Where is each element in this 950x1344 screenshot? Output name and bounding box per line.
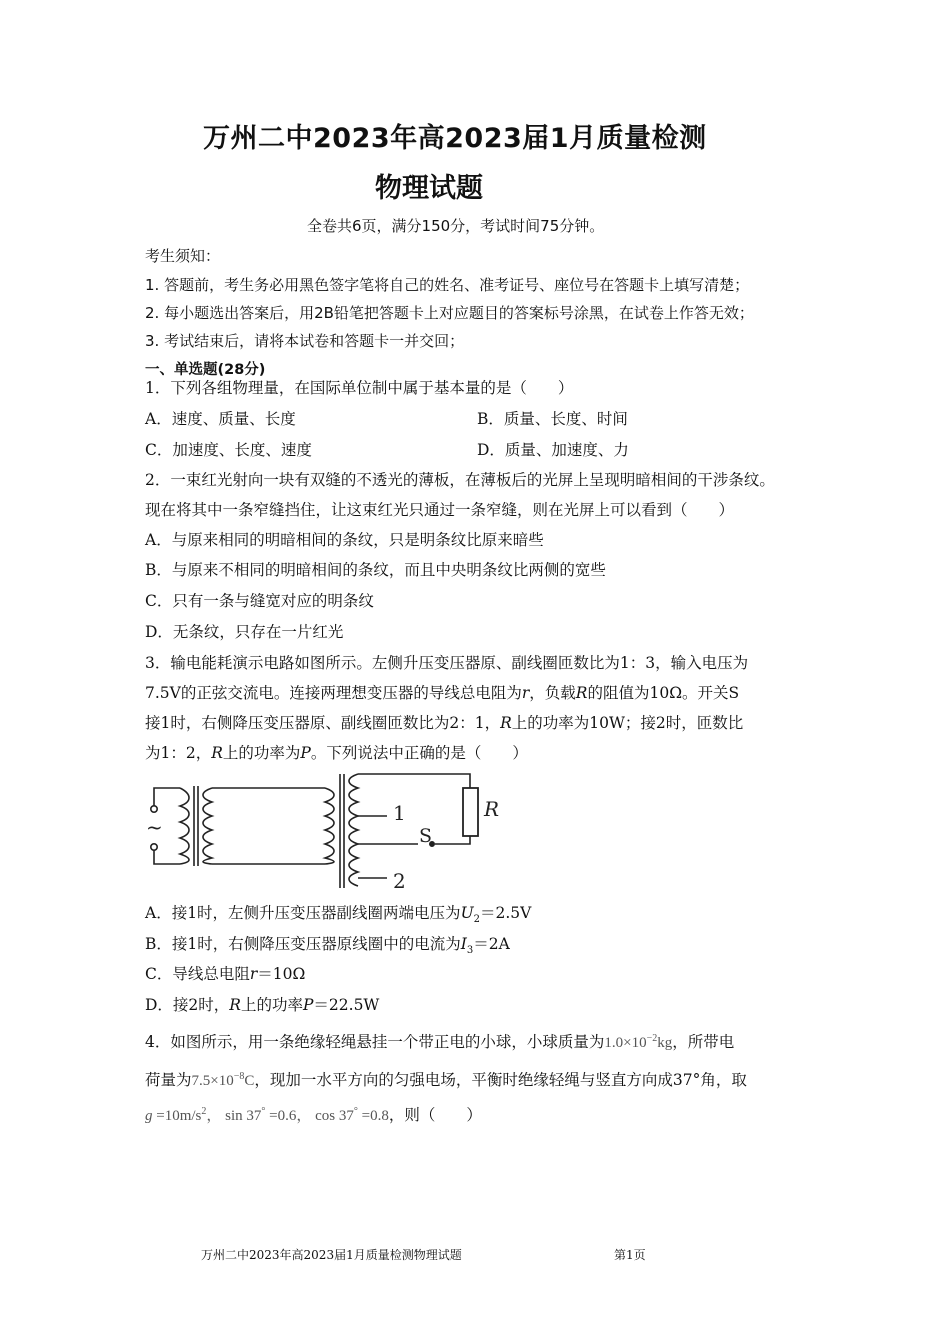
q1-stem: 1．下列各组物理量，在国际单位制中属于基本量的是（ ） (145, 379, 574, 397)
q4-stem-line2: 荷量为$7.5\times 10^{-8}C$，现加一水平方向的匀强电场，平衡时绝缘轻绳与竖直方向成37°角，取 (145, 1071, 747, 1089)
transformer-circuit-diagram (140, 768, 510, 896)
resistor-label: R (484, 797, 500, 821)
q4-stem-line3: $g =10m/s^2$， sin 37° =0.6， cos 37° =0.8，则（ ） (145, 1106, 482, 1124)
notice-item-2: 2. 每小题选出答案后，用2B铅笔把答题卡上对应题目的答案标号涂黑，在试卷上作答无效； (145, 304, 754, 322)
q3-stem-line3: 接1时，右侧降压变压器原、副线圈匝数比为2：1，R上的功率为10W；接2时，匝数比 (145, 714, 744, 732)
load-resistor (463, 788, 478, 836)
q2-option-b: B．与原来不相同的明暗相间的条纹，而且中央明条纹比两侧的宽些 (145, 561, 606, 579)
input-terminal-bottom (151, 844, 157, 850)
q4-stem-line1: 4．如图所示，用一条绝缘轻绳悬挂一个带正电的小球，小球质量为$1.0\times 10^{-2}kg$，所带电 (145, 1033, 735, 1051)
page-number: 第1页 (614, 1248, 646, 1262)
given-values: $g =10m/s^2$， sin 37° =0.6， cos 37° =0.8 (145, 1106, 389, 1124)
exam-title: 万州二中2023年高2023届1月质量检测 (203, 123, 707, 154)
step-up-secondary-coil (203, 788, 212, 864)
q3-stem-line1: 3．输电能耗演示电路如图所示。左侧升压变压器原、副线圈匝数比为1：3，输入电压为 (145, 654, 749, 672)
tap-1-label: 1 (393, 801, 406, 825)
q3-option-c: C．导线总电阻r＝10Ω (145, 965, 306, 983)
q2-stem-line2: 现在将其中一条窄缝挡住，让这束红光只通过一条窄缝，则在光屏上可以看到（ ） (145, 501, 735, 519)
exam-subtitle: 物理试题 (375, 173, 483, 204)
notice-item-3: 3. 考试结束后，请将本试卷和答题卡一并交回； (145, 332, 465, 350)
q2-option-c: C．只有一条与缝宽对应的明条纹 (145, 592, 374, 610)
step-up-primary-coil (180, 788, 189, 864)
output-wire-bottom (435, 836, 470, 844)
q2-option-d: D．无条纹，只存在一片红光 (145, 623, 344, 641)
exam-info: 全卷共6页，满分150分，考试时间75分钟。 (307, 217, 605, 235)
section-heading: 一、单选题(28分) (145, 362, 266, 378)
step-down-secondary-coil (349, 774, 358, 886)
output-wire-top (358, 774, 470, 788)
q3-option-b: B．接1时，右侧降压变压器原线圈中的电流为$I_3=2A$ (145, 935, 510, 957)
q1-option-d: D．质量、加速度、力 (477, 441, 629, 459)
mass-value: $1.0\times 10^{-2}kg$ (604, 1033, 673, 1051)
q1-option-a: A．速度、质量、长度 (145, 410, 296, 428)
q3-stem-line2: 7.5V的正弦交流电。连接两理想变压器的导线总电阻为r，负载R的阻值为10Ω。开关S (145, 684, 740, 702)
footer-title: 万州二中2023年高2023届1月质量检测物理试题 (201, 1248, 462, 1262)
q3-option-d: D．接2时，R上的功率P＝22.5W (145, 996, 380, 1014)
q1-option-b: B．质量、长度、时间 (477, 410, 628, 428)
transmission-lines (212, 788, 325, 864)
q2-option-a: A．与原来相同的明暗相间的条纹，只是明条纹比原来暗些 (145, 531, 544, 549)
input-terminal-top (151, 806, 157, 812)
step-down-primary-coil (325, 788, 334, 864)
q3-option-a: A．接1时，左侧升压变压器副线圈两端电压为$U_2=2.5V$ (145, 904, 532, 926)
q3-stem-line4: 为1：2，R上的功率为P。下列说法中正确的是（ ） (145, 744, 528, 762)
ac-source-symbol: ~ (146, 815, 163, 839)
q1-option-c: C．加速度、长度、速度 (145, 441, 312, 459)
notice-heading: 考生须知： (145, 247, 221, 265)
tap-2-label: 2 (393, 869, 406, 893)
q2-stem-line1: 2．一束红光射向一块有双缝的不透光的薄板，在薄板后的光屏上呈现明暗相间的干涉条纹。 (145, 471, 775, 489)
switch-label: S (419, 825, 433, 847)
notice-item-1: 1. 答题前，考生务必用黑色签字笔将自己的姓名、准考证号、座位号在答题卡上填写清楚； (145, 276, 750, 294)
charge-value: $7.5\times 10^{-8}C$ (191, 1071, 255, 1089)
